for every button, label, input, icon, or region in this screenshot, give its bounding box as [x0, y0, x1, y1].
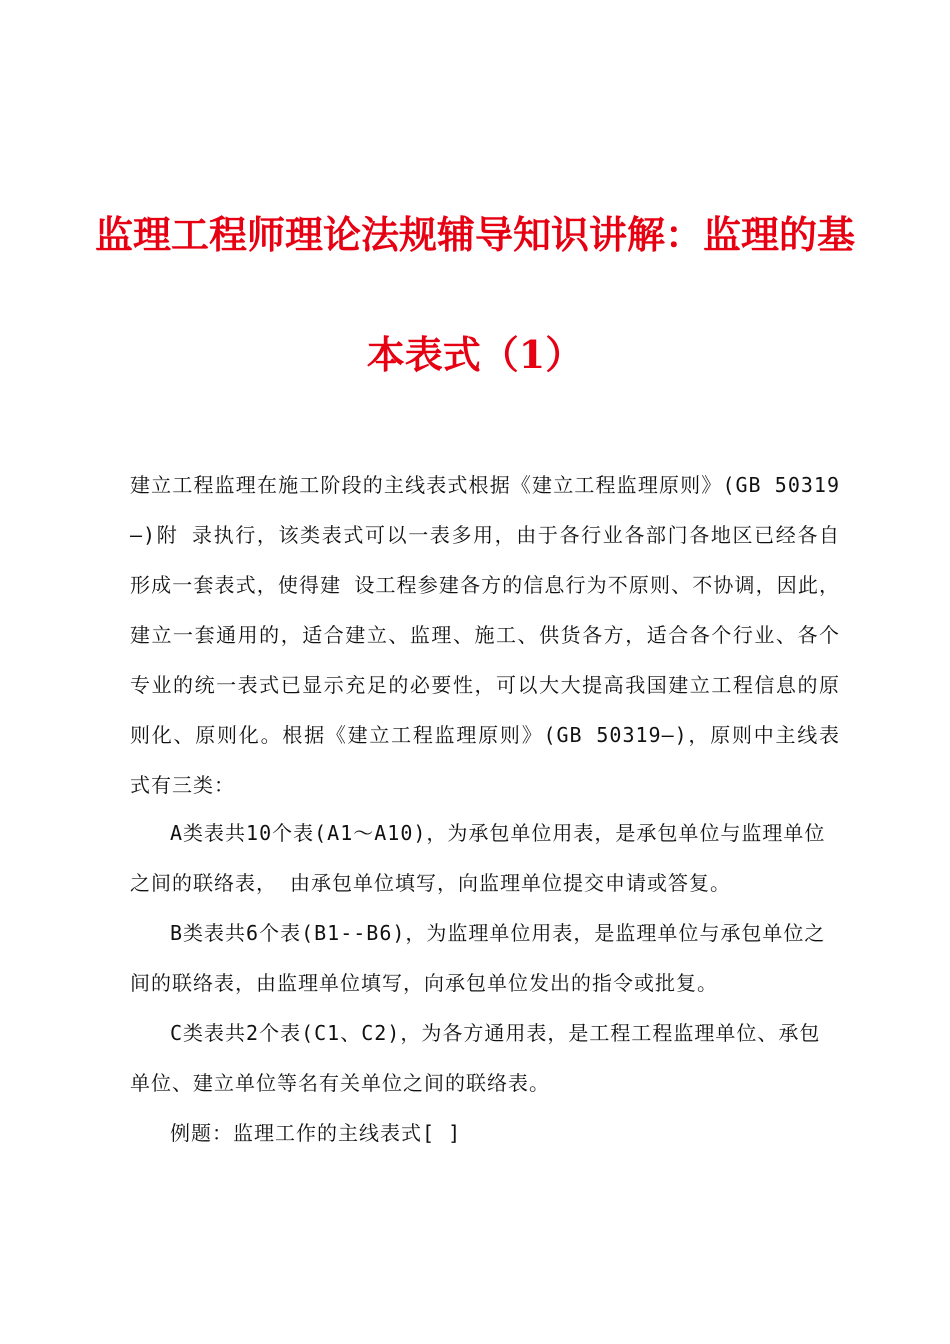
class-b-paragraph: B类表共6个表(B1--B6)，为监理单位用表，是监理单位与承包单位之间的联络表，由监理单位填写，向承包单位发出的指令或批复。 — [130, 921, 826, 995]
intro-paragraph: 建立工程监理在施工阶段的主线表式根据《建立工程监理原则》(GB 50319—)附 录执行，该类表式可以一表多用，由于各行业各部门各地区已经各自形成一套表式，使得建 设工程参建各方的信息行为不原则、不协调，因此，建立一套通用的，适合建立、监理、施工、供货各方，适合各个行业、各个专业的统一表式已显示充足的必要性，可以大大提高我国建立工程信息的原则化、原则化。根据《建立工程监理原则》(GB 50319—)，原则中主线表式有三类： — [130, 473, 840, 797]
class-c-paragraph: C类表共2个表(C1、C2)，为各方通用表，是工程工程监理单位、承包单位、建立单位等名有关单位之间的联络表。 — [130, 1021, 821, 1095]
document-title-line-1: 监理工程师理论法规辅导知识讲解：监理的基 — [94, 212, 855, 257]
class-a-paragraph: A类表共10个表(A1～A10)，为承包单位用表，是承包单位与监理单位之间的联络表， 由承包单位填写，向监理单位提交申请或答复。 — [130, 821, 826, 895]
document-title-line-2: 本表式（1） — [366, 332, 584, 377]
example-question: 例题：监理工作的主线表式[ ] — [170, 1121, 462, 1145]
